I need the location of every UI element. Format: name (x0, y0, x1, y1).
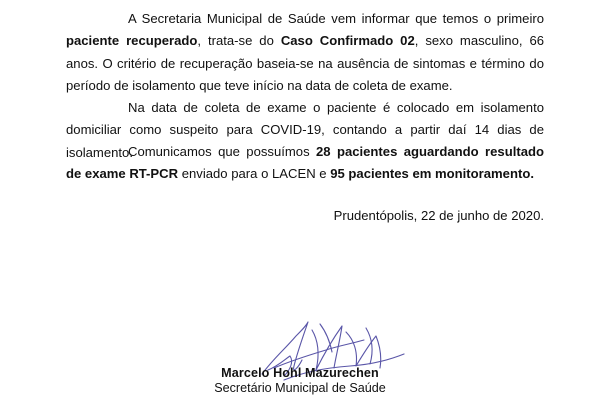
signatory-name: Marcelo Hohl Mazurechen (221, 366, 379, 380)
p3-bold-1: 28 pacientes aguardando resultado de exame RT-PCR (66, 144, 544, 182)
p1-text-3: , sexo masculino, 66 anos. O critério de recuperação baseia-se na ausência de sintomas e término do período de isolamento que teve início na data de coleta de exame. (66, 33, 545, 93)
p2-text-1: Na data de coleta de exame o paciente é colocado em isolamento domiciliar como suspeito para COVID-19, contando a partir daí 14 dias de isolamento. (66, 100, 544, 160)
p3-bold-2: 95 pacientes em monitoramento. (330, 166, 534, 182)
signature-stroke-7 (320, 324, 372, 364)
signature-stroke-3 (312, 326, 342, 370)
p1-text-1: A Secretaria Municipal de Saúde vem informar que temos o primeiro (128, 11, 544, 26)
paragraph-awaiting-results (66, 141, 544, 186)
p1-bold-2: Caso Confirmado 02 (280, 33, 415, 49)
signatory-title: Secretário Municipal de Saúde (214, 381, 386, 395)
p1-bold-1: paciente recuperado (66, 33, 198, 49)
p3-text-1: Comunicamos que possuímos (128, 144, 316, 159)
date-line: Prudentópolis, 22 de junho de 2020. (333, 208, 544, 223)
paragraph-recovered-patient (66, 8, 544, 97)
p1-text-2: , trata-se do (197, 33, 281, 49)
p3-text-2: enviado para o LACEN e (178, 166, 331, 182)
